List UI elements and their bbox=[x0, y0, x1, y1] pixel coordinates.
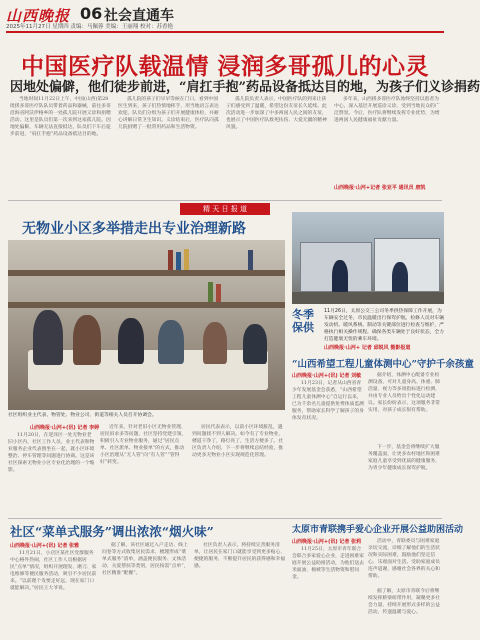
feature-photo-caption: 社区组织业主代表、物管处、物业公司、街道等相关人员召开协调会。 bbox=[8, 413, 157, 418]
feature-kicker: 精 天 日 报 道 bbox=[180, 203, 270, 215]
hope-body-1: 11月23日，记者从山西省青少年发展基金会获悉，“山西希望工程儿童体测中心”自运行以来，已为千余名儿童提供免费体质监测服务，帮助家长科学了解孩子的身体发育状况。 bbox=[292, 381, 364, 421]
newspaper-logo: 山西晚报 bbox=[6, 7, 71, 25]
lower-divider bbox=[8, 518, 442, 519]
masthead-rule bbox=[6, 31, 444, 33]
hope-byline: 山西晚报·山河+(讯) 记者 刘敏 bbox=[292, 373, 362, 379]
fund-byline: 山西晚报·山河+(讯) 记者 张莉 bbox=[292, 539, 362, 545]
winter-caption: 11月26日，太原公交三公司冬季供热保障工作开展，为车辆安全过冬，市民温暖出行保驾护航。检修人员对车辆发动机、暖风系统、制动等关键部位进行检查与维护，严格执行相关操作规程，确保各类车辆处于良好状态，全力打造健康无忧的乘车环境。 bbox=[324, 309, 444, 342]
feature-byline: 山西晚报·山河+(讯) 记者 李婷 bbox=[30, 425, 100, 431]
sheet-body-2: 据了解，该社区通过入户走访、线上问卷等方式收集居民需求，梳理形成“菜单式服务”清单，涵盖便民服务、文体活动、关爱帮扶等类别，居民按需“点单”，社区精准“配餐”。 bbox=[102, 543, 189, 576]
feature-body-1: 11月20日，在迎泽区一处无物业老旧小区内，社区工作人员、业主代表和物业服务企业代表围坐在一起，就小区环境整治、停车管理等问题进行协商。这是该社区探索无物业小区专业化治理的一个缩影。 bbox=[8, 433, 95, 473]
lead-col-2: 孤儿院的孩子们早早等候在门口，看到中国医生到来，孩子们热情地挥手，用当地语言表达欢迎。队员们分组为孩子们开展健康体检，并耐心讲解日常卫生知识。义诊结束后，医疗队向孤儿院捐赠了一批常用药品和生活物资。 bbox=[118, 97, 219, 130]
sheet-body-3: 社区负责人表示，将持续完善服务清单，让居民在家门口就能享受到更多贴心、便捷的服务，不断提升居民的获得感和幸福感。 bbox=[194, 543, 286, 569]
bus-maintenance-photo bbox=[292, 212, 444, 304]
lead-col-4: 多年来，山西援多哥医疗队始终坚持以患者为中心，深入基层开展巡诊义诊，受到当地民众的广泛赞誉。今后，医疗队将继续发挥专业优势，为增进两国人民健康福祉贡献力量。 bbox=[334, 97, 440, 123]
hope-body-3: 下一步，基金会将继续扩大服务覆盖面，让更多农村地区和困难家庭儿童享受到优质的健康服务，为青少年健康成长保驾护航。 bbox=[368, 445, 440, 471]
lead-byline: 山西晚报·山河+记者 张亚平 通讯员 唐凯 bbox=[334, 185, 426, 191]
hope-headline: “山西希望工程儿童体测中心”守护千余孩童 bbox=[292, 359, 474, 370]
page-number: 06 bbox=[80, 4, 103, 23]
section-divider bbox=[8, 200, 442, 201]
community-meeting-photo bbox=[8, 240, 285, 410]
sheet-body-1: 11月21日，小店区某社区党群服务中心格外热闹，社区工作人员根据居民“点单”情况，组织开展理发、磨刀、家电维修等便民服务活动，吸引不少居民前来。“以前理个发要走好远，现在家门口就能解决。”居民王大爷说。 bbox=[10, 551, 97, 591]
sheet-headline: 社区“菜单式服务”调出浓浓“烟火味” bbox=[10, 524, 214, 539]
masthead bbox=[0, 0, 450, 30]
feature-headline: 无物业小区多举措走出专业治理新路 bbox=[22, 221, 246, 237]
winter-byline: 山西晚报·山河+ 记者 邱锐风 摄影报道 bbox=[324, 345, 411, 351]
fund-body-3: 据了解，太原市青联今后将继续发挥桥梁纽带作用，凝聚更多社会力量，持续开展形式多样的公益活动，传递温暖与爱心。 bbox=[368, 589, 440, 615]
issue-meta: 2025年11月27日 星期四 责编：马佩蓉 美编：王丽翔 校对：苏香艳 bbox=[6, 24, 173, 30]
fund-body-1: 11月25日，太原市青年联合会联合多家爱心企业，走进困难家庭开展公益助困活动，为他们送去米面油、棉被等生活物资和慰问金。 bbox=[292, 547, 364, 580]
fund-body-2: 活动中，青联委员与困难家庭亲切交流，详细了解他们的生活状况和实际困难，鼓励他们坚定信心、乐观面对生活。受助家庭成员连声道谢，感谢社会各界的关心和帮助。 bbox=[368, 539, 440, 579]
feature-body-3: 居民代表表示，以前小区环境脏乱，遇到问题找不到人解决。如今有了专业物业，楼道干净了，路灯亮了，生活方便多了。社区负责人介绍，下一步将继续总结经验，推动更多无物业小区实现规范化管理。 bbox=[192, 425, 284, 458]
hope-body-2: 据介绍，体测中心配备专业检测设备，可对儿童身高、体重、肺活量、视力等多项指标进行检测，并由专业人员给出个性化运动建议。家长纷纷表示，这项服务非常实用，对孩子成长很有帮助。 bbox=[368, 373, 440, 413]
feature-body-2: 近年来，针对老旧小区无物业管理、居民诉求多等问题，社区坚持党建引领，积极引入专业物业服务，通过“居民点单、社区派单、物业接单”的方式，推动小区治理从“无人管”向“有人管”“管得好”转变。 bbox=[100, 425, 187, 465]
lead-subheadline: 因地处偏僻，他们徒步前进，“肩扛手抱”药品设备抵达目的地，为孩子们义诊捐药 bbox=[10, 80, 480, 95]
sheet-byline: 山西晚报·山河+(讯) 记者 张雅 bbox=[10, 543, 80, 549]
fund-headline: 太原市青联携手爱心企业开展公益助困活动 bbox=[292, 525, 464, 535]
section-title: 社会直通车 bbox=[104, 8, 174, 24]
winter-title: 冬季保供 bbox=[292, 308, 314, 334]
lead-col-1: 当地时间11月22日上午，中国(山西)第28批援多哥医疗队队员带着药品和器械，前往多哥沿海省阿沃伊格乡的一处孤儿院开展义诊和捐赠活动。这里是队员们第一次来到这家孤儿院。因地处偏僻，车辆无法直接抵达，队员们下车后徒步前进，“肩扛手抱”药品设备抵达目的地。 bbox=[10, 97, 111, 137]
lead-col-3: 孤儿院负责人表示，中国医疗队的到来让孩子们感受到了温暖，希望这份友谊长久延续。此次活动进一步加深了中多两国人民之间的友谊，也展示了中国医疗队救死扶伤、大爱无疆的精神风貌。 bbox=[226, 97, 327, 130]
lead-headline: 中国医疗队载温情 浸润多哥孤儿的心灵 bbox=[20, 53, 429, 80]
